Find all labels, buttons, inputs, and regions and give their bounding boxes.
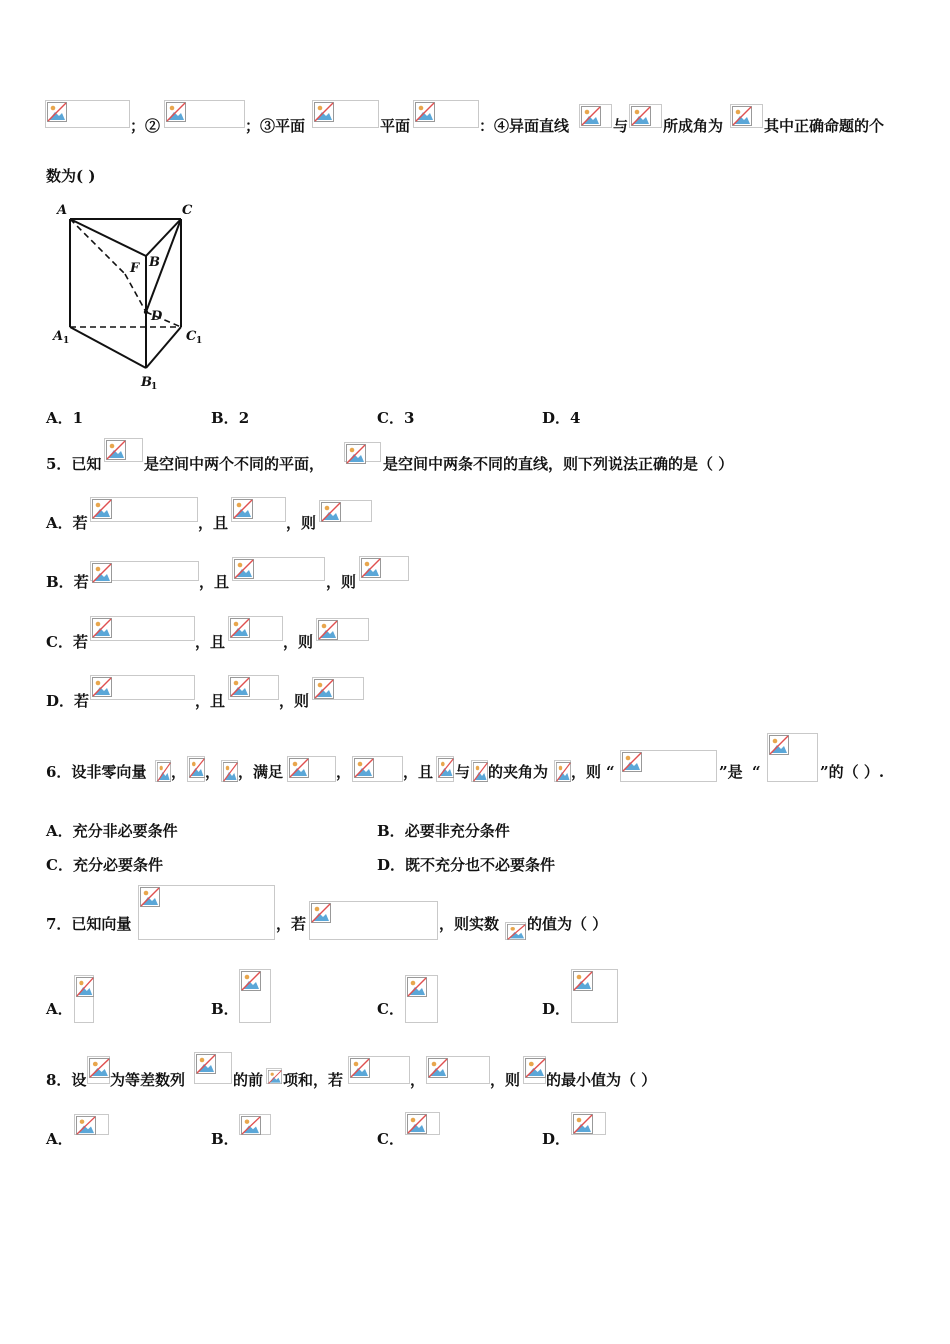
formula-image — [571, 1112, 606, 1135]
broken-image-icon — [314, 679, 334, 699]
broken-image-icon — [573, 1114, 593, 1134]
option-letter: D． — [377, 856, 406, 874]
q7-text: 的值为（ ） — [527, 915, 608, 933]
formula-image — [413, 100, 479, 128]
option-text: 必要非充分条件 — [404, 822, 510, 840]
q6-text: “ — [752, 763, 761, 781]
q7-option-c[interactable] — [377, 999, 404, 1019]
label-A1-sub: 1 — [63, 336, 70, 346]
formula-image — [221, 760, 238, 782]
point-D — [144, 310, 148, 314]
broken-image-icon — [318, 620, 338, 640]
option-letter: A． — [46, 1130, 73, 1148]
broken-image-icon — [233, 499, 253, 519]
broken-image-icon — [428, 1058, 448, 1078]
formula-image — [287, 756, 336, 782]
label-A: A — [57, 203, 68, 218]
q6-option-c[interactable] — [46, 855, 163, 875]
option-text: ，则 — [286, 514, 317, 532]
broken-image-icon — [47, 102, 67, 122]
broken-image-icon — [350, 1058, 370, 1078]
q8-option-b[interactable] — [211, 1129, 239, 1149]
option-letter: C． — [377, 1130, 404, 1148]
formula-image — [405, 1112, 440, 1135]
edge-BC — [146, 219, 181, 256]
broken-image-icon — [241, 971, 261, 991]
option-text: 充分非必要条件 — [72, 822, 178, 840]
formula-image — [231, 497, 286, 522]
q8-text: 为等差数列 — [110, 1071, 186, 1089]
q7-option-d[interactable] — [542, 999, 570, 1019]
label-C1: C — [186, 329, 197, 344]
q4-text: 数为( ) — [46, 167, 96, 185]
q8-text: 的最小值为（ ） — [546, 1071, 657, 1089]
q6-text: 的夹角为 — [488, 763, 549, 781]
q5-stem: 是空间中两个不同的平面， — [144, 455, 325, 473]
broken-image-icon — [268, 1070, 282, 1084]
broken-image-icon — [311, 903, 331, 923]
formula-image — [74, 975, 94, 1023]
formula-image — [90, 616, 195, 641]
q6-text: ， — [205, 763, 221, 781]
option-text: 充分必要条件 — [72, 856, 163, 874]
q6-text: ，满足 — [238, 763, 284, 781]
broken-image-icon — [241, 1116, 261, 1135]
option-letter: B． — [211, 409, 239, 427]
option-value: 4 — [570, 409, 581, 427]
formula-image — [554, 760, 571, 782]
option-text: 若 — [72, 514, 88, 532]
q8-text: 的前 — [233, 1071, 264, 1089]
q6-text: 与 — [455, 763, 471, 781]
option-text: ，且 — [195, 692, 226, 710]
formula-image — [344, 442, 381, 462]
broken-image-icon — [346, 444, 366, 464]
option-letter: D． — [542, 1000, 571, 1018]
broken-image-icon — [573, 971, 593, 991]
q8-text: 项和，若 — [283, 1071, 344, 1089]
formula-image — [155, 760, 171, 782]
edge-A1B1 — [70, 327, 146, 368]
broken-image-icon — [407, 1114, 427, 1134]
broken-image-icon — [92, 563, 112, 583]
broken-image-icon — [230, 677, 250, 697]
q4-option-b[interactable] — [211, 408, 249, 428]
option-text: ，则 — [279, 692, 310, 710]
q6-option-a[interactable] — [46, 821, 178, 841]
formula-image — [405, 975, 438, 1023]
formula-image — [138, 885, 275, 940]
formula-image — [164, 100, 245, 128]
option-text: 若 — [74, 692, 90, 710]
option-letter: B． — [211, 1000, 239, 1018]
formula-image — [45, 100, 130, 128]
segment-AF — [70, 219, 125, 274]
formula-image — [436, 756, 454, 782]
formula-image — [319, 500, 372, 522]
formula-image — [74, 1114, 109, 1135]
q8-option-a[interactable] — [46, 1129, 73, 1149]
option-letter: A． — [46, 822, 73, 840]
q6-text: ，且 — [403, 763, 434, 781]
formula-image — [426, 1056, 490, 1084]
q4-text: 所成角为 — [663, 117, 724, 135]
formula-image — [194, 1052, 232, 1084]
broken-image-icon — [234, 559, 254, 579]
formula-image — [312, 677, 364, 700]
formula-image — [767, 733, 818, 782]
q5-option-a-letter[interactable] — [46, 513, 88, 533]
q5-stem: 5．已知 — [46, 455, 102, 473]
option-letter: A． — [46, 409, 73, 427]
broken-image-icon — [354, 758, 374, 778]
formula-image — [104, 438, 143, 462]
formula-image — [232, 557, 325, 581]
broken-image-icon — [525, 1058, 546, 1078]
q6-option-d[interactable] — [377, 855, 555, 875]
formula-image — [266, 1068, 282, 1084]
formula-image — [620, 750, 717, 782]
broken-image-icon — [289, 758, 309, 778]
q6-text: “ — [606, 763, 615, 781]
formula-image — [579, 104, 612, 128]
segment-FD — [125, 274, 146, 312]
broken-image-icon — [473, 762, 488, 782]
broken-image-icon — [415, 102, 435, 122]
q4-text: ：④异面直线 — [479, 117, 570, 135]
q5-option-d-letter[interactable] — [46, 691, 89, 711]
formula-image — [312, 100, 379, 128]
option-letter: B． — [46, 573, 74, 591]
formula-image — [629, 104, 662, 128]
label-D: D — [151, 309, 163, 324]
label-B: B — [149, 255, 160, 270]
label-B1-sub: 1 — [151, 382, 158, 392]
option-text: ，则 — [326, 573, 357, 591]
option-letter: D． — [542, 1130, 571, 1148]
q7-option-b[interactable] — [211, 999, 239, 1019]
broken-image-icon — [92, 618, 112, 638]
option-letter: C． — [377, 1000, 404, 1018]
option-text: 既不充分也不必要条件 — [405, 856, 556, 874]
option-letter: C． — [46, 633, 73, 651]
formula-image — [90, 497, 198, 522]
edge-B1C1 — [146, 327, 181, 368]
label-C: C — [182, 203, 193, 218]
q8-option-c[interactable] — [377, 1129, 404, 1149]
label-F: F — [130, 261, 140, 276]
q4-text: 其中正确命题的个 — [764, 117, 885, 135]
option-value: 2 — [238, 409, 250, 427]
q8-text: ，则 — [490, 1071, 521, 1089]
q4-text: ；② — [130, 117, 161, 135]
prism-figure — [45, 200, 215, 395]
option-letter: B． — [377, 822, 405, 840]
broken-image-icon — [92, 677, 112, 697]
formula-image — [87, 1056, 110, 1084]
broken-image-icon — [438, 758, 454, 778]
broken-image-icon — [769, 735, 789, 755]
q5-option-b-letter[interactable] — [46, 572, 89, 592]
formula-image — [471, 760, 488, 782]
q5-stem: 是空间中两条不同的直线，则下列说法正确的是（ ） — [383, 455, 734, 473]
q5-option-c-letter[interactable] — [46, 632, 88, 652]
option-letter: A． — [46, 1000, 73, 1018]
broken-image-icon — [196, 1054, 216, 1074]
q8-text: ， — [410, 1071, 426, 1089]
q7-text: ，则实数 — [439, 915, 500, 933]
broken-image-icon — [140, 887, 160, 907]
formula-image — [187, 756, 205, 782]
q7-stem: 7．已知向量 — [46, 915, 132, 933]
formula-image — [571, 969, 618, 1023]
option-text: 若 — [72, 633, 88, 651]
q4-option-c[interactable] — [377, 408, 414, 428]
formula-image — [316, 618, 369, 641]
formula-image — [239, 1114, 271, 1135]
option-letter: C． — [377, 409, 404, 427]
option-value: 1 — [72, 409, 84, 427]
q6-text: ， — [336, 763, 352, 781]
formula-image — [348, 1056, 410, 1084]
option-text: ，则 — [283, 633, 314, 651]
broken-image-icon — [76, 1116, 96, 1135]
option-value: 3 — [403, 409, 415, 427]
q6-text: ，则 — [571, 763, 602, 781]
q4-option-a[interactable] — [46, 408, 83, 428]
broken-image-icon — [581, 106, 601, 126]
broken-image-icon — [361, 558, 381, 578]
option-text: ，且 — [199, 573, 230, 591]
broken-image-icon — [76, 977, 94, 997]
label-A1: A — [53, 329, 64, 344]
q7-option-a[interactable] — [46, 999, 73, 1019]
q6-text: ”是 — [719, 763, 743, 781]
option-text: ，且 — [195, 633, 226, 651]
formula-image — [90, 675, 195, 700]
broken-image-icon — [556, 762, 571, 782]
broken-image-icon — [314, 102, 334, 122]
broken-image-icon — [157, 762, 171, 782]
option-letter: B． — [211, 1130, 239, 1148]
broken-image-icon — [622, 752, 642, 772]
q6-option-b[interactable] — [377, 821, 510, 841]
formula-image — [239, 969, 271, 1023]
q4-text: ；③平面 — [245, 117, 306, 135]
q8-stem: 8．设 — [46, 1071, 87, 1089]
q6-text: ， — [171, 763, 187, 781]
broken-image-icon — [230, 618, 250, 638]
broken-image-icon — [92, 499, 112, 519]
option-text: ，且 — [198, 514, 229, 532]
broken-image-icon — [166, 102, 186, 122]
q8-option-d[interactable] — [542, 1129, 570, 1149]
option-text: 若 — [73, 573, 89, 591]
formula-image — [90, 561, 199, 581]
label-C1-sub: 1 — [196, 336, 203, 346]
q4-option-d[interactable] — [542, 408, 580, 428]
formula-image — [523, 1056, 546, 1084]
broken-image-icon — [89, 1058, 110, 1078]
formula-image — [730, 104, 763, 128]
label-B1: B — [141, 375, 152, 390]
option-letter: D． — [542, 409, 571, 427]
formula-image — [228, 616, 283, 641]
q4-text: 与 — [613, 117, 629, 135]
broken-image-icon — [732, 106, 752, 126]
formula-image — [228, 675, 279, 700]
q7-text: ，若 — [276, 915, 307, 933]
option-letter: C． — [46, 856, 73, 874]
option-letter: D． — [46, 692, 75, 710]
q6-text: ”的（ ）. — [820, 763, 885, 781]
broken-image-icon — [407, 977, 427, 997]
broken-image-icon — [507, 924, 526, 940]
formula-image — [352, 756, 403, 782]
broken-image-icon — [106, 440, 126, 460]
q6-stem: 6．设非零向量 — [46, 763, 147, 781]
broken-image-icon — [223, 762, 238, 782]
formula-image — [505, 922, 526, 940]
broken-image-icon — [321, 502, 341, 522]
edge-AB — [70, 219, 146, 256]
q4-text: 平面 — [380, 117, 411, 135]
formula-image — [359, 556, 409, 581]
broken-image-icon — [631, 106, 651, 126]
option-letter: A． — [46, 514, 73, 532]
broken-image-icon — [189, 758, 205, 778]
formula-image — [309, 901, 438, 940]
